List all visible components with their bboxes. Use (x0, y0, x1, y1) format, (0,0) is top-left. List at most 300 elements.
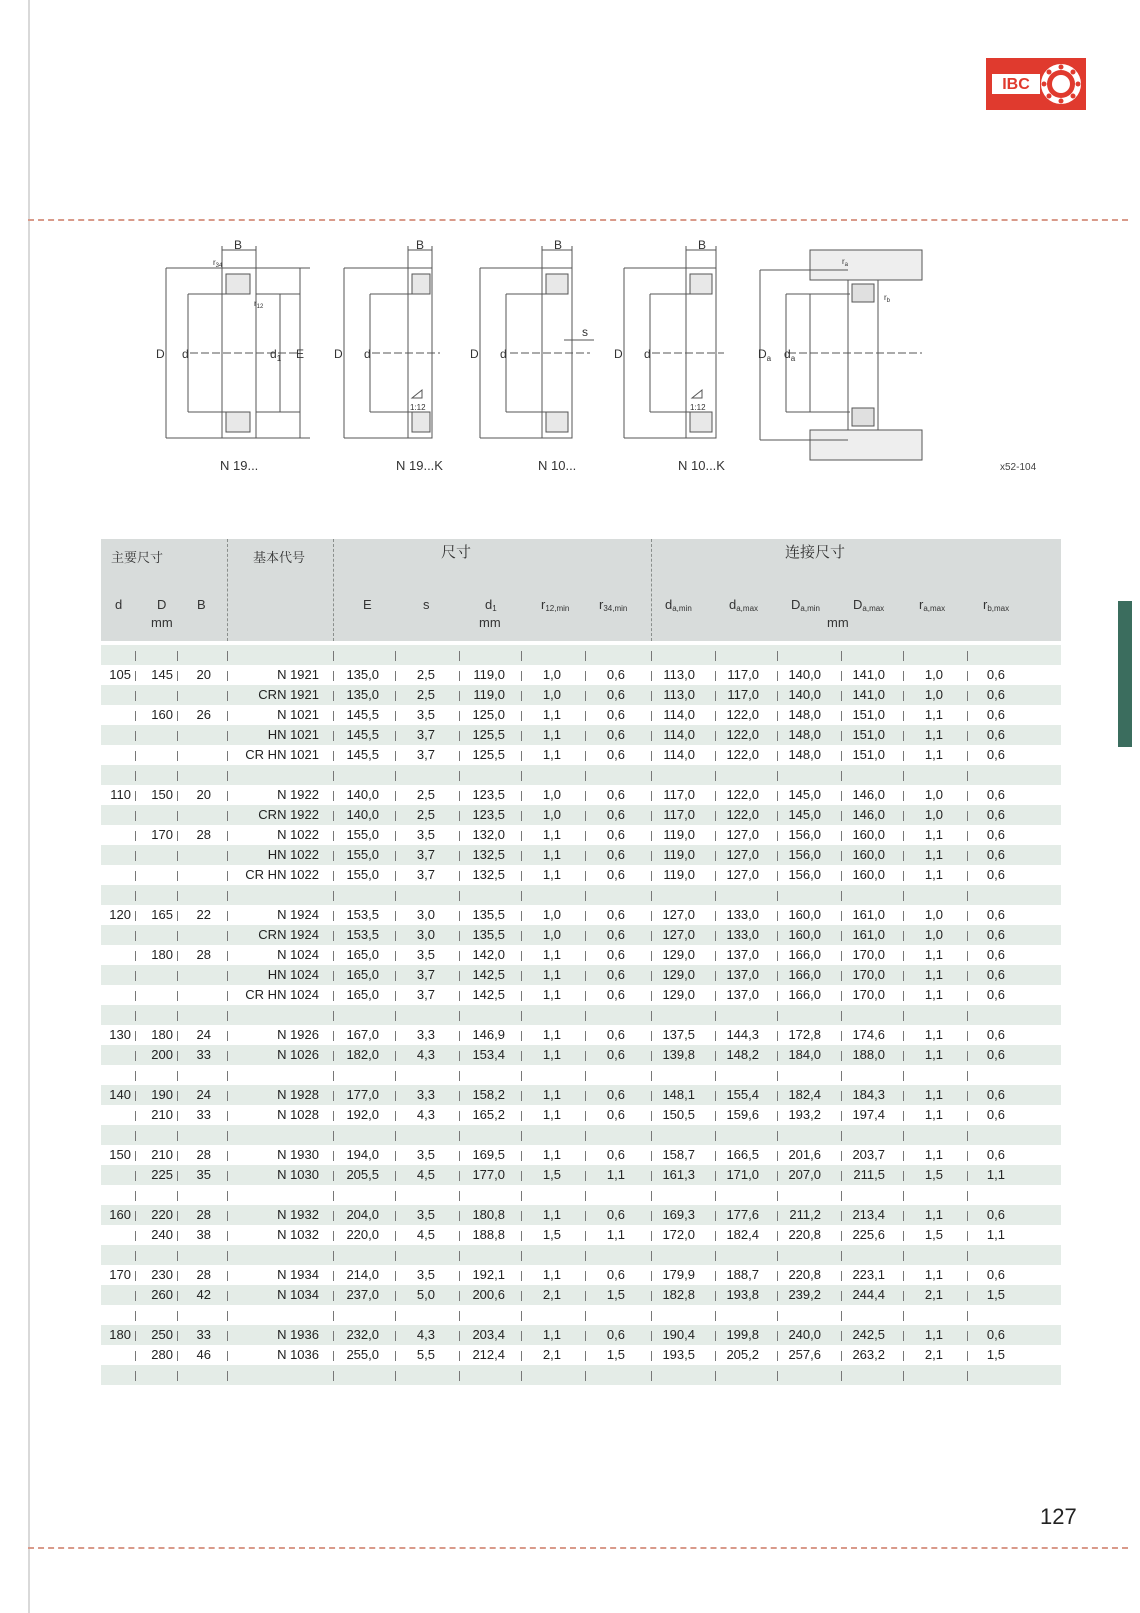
table-cell: 1,5 (986, 1347, 1005, 1362)
table-cell: 127,0 (662, 927, 695, 942)
table-cell: 135,5 (472, 927, 505, 942)
table-cell: 140,0 (346, 807, 379, 822)
table-cell: 2,1 (924, 1347, 943, 1362)
table-cell: 148,1 (662, 1087, 695, 1102)
table-cell: 1,1 (542, 1027, 561, 1042)
table-cell: 5,5 (416, 1347, 435, 1362)
table-cell: 0,6 (606, 1107, 625, 1122)
table-cell: 4,5 (416, 1227, 435, 1242)
table-cell: 0,6 (606, 987, 625, 1002)
table-cell: 225 (151, 1167, 173, 1182)
table-cell: 2,5 (416, 787, 435, 802)
table-cell: 110 (110, 787, 131, 802)
table-cell: 0,6 (986, 747, 1005, 762)
drawing-n10k (624, 246, 724, 438)
table-cell: 193,2 (788, 1107, 821, 1122)
table-cell: 155,0 (346, 847, 379, 862)
table-cell: 155,0 (346, 867, 379, 882)
table-cell: 153,5 (346, 927, 379, 942)
figure-label-n10: N 10... (538, 458, 577, 473)
dim-d-inner-4: d (644, 347, 651, 361)
dim-d-inner-3: d (500, 347, 507, 361)
table-row (101, 1205, 1061, 1225)
table-row (101, 1025, 1061, 1045)
dim-d-outer-2: D (334, 347, 343, 361)
table-cell: 0,6 (986, 947, 1005, 962)
table-row (101, 1105, 1061, 1125)
table-cell: 155,0 (346, 827, 379, 842)
table-cell: 193,5 (662, 1347, 695, 1362)
table-cell: 1,1 (924, 1027, 943, 1042)
table-cell: 0,6 (606, 1147, 625, 1162)
table-cell: 0,6 (986, 1267, 1005, 1282)
table-cell: 1,1 (924, 867, 943, 882)
table-cell: 148,0 (788, 747, 821, 762)
table-cell: 2,5 (416, 667, 435, 682)
table-cell: 0,6 (986, 727, 1005, 742)
table-cell: 204,0 (346, 1207, 379, 1222)
table-cell: 166,0 (788, 987, 821, 1002)
table-cell: 193,8 (726, 1287, 759, 1302)
table-cell: 3,5 (416, 1267, 435, 1282)
header-D: D (157, 597, 167, 612)
table-cell: 1,1 (542, 1267, 561, 1282)
table-cell: 145 (151, 667, 173, 682)
table-cell: 145,5 (346, 747, 379, 762)
table-cell: 1,1 (542, 1327, 561, 1342)
header-abutment: 连接尺寸 (785, 543, 846, 561)
header-main-dims: 主要尺寸 (111, 551, 164, 566)
table-cell: 177,6 (726, 1207, 759, 1222)
table-cell: 1,1 (542, 1207, 561, 1222)
table-cell: 122,0 (726, 747, 759, 762)
taper-2: 1:12 (690, 403, 706, 412)
table-cell: 160 (109, 1207, 131, 1222)
table-cell: 210 (151, 1107, 173, 1122)
table-cell: 255,0 (346, 1347, 379, 1362)
table-cell: 122,0 (726, 707, 759, 722)
table-cell: 5,0 (416, 1287, 435, 1302)
table-cell: 240 (151, 1227, 173, 1242)
table-cell: 1,0 (924, 907, 943, 922)
table-cell: 170,0 (852, 967, 885, 982)
table-cell: 26 (196, 707, 211, 722)
table-cell: 160,0 (852, 847, 885, 862)
table-cell: HN 1024 (267, 967, 319, 982)
dim-da-outer: $D_a$ (758, 347, 772, 363)
table-cell: 3,3 (416, 1027, 435, 1042)
table-cell: 179,9 (662, 1267, 695, 1282)
table-cell: N 1024 (277, 947, 319, 962)
table-row (101, 945, 1061, 965)
header-designation: 基本代号 (253, 551, 306, 566)
table-cell: 122,0 (726, 727, 759, 742)
table-cell: 1,1 (924, 987, 943, 1002)
table-cell: 166,0 (788, 967, 821, 982)
table-cell: 137,0 (726, 947, 759, 962)
table-cell: N 1921 (277, 667, 319, 682)
table-cell: 1,5 (542, 1167, 561, 1182)
table-cell: 1,1 (542, 747, 561, 762)
table-cell: 38 (196, 1227, 211, 1242)
table-cell: 119,0 (663, 867, 695, 882)
table-cell: 1,1 (542, 1107, 561, 1122)
table-cell: 132,0 (472, 827, 505, 842)
table-cell: 150 (109, 1147, 131, 1162)
bottom-dashed-divider (28, 1547, 1128, 1549)
table-cell: 120 (109, 907, 131, 922)
table-cell: 220 (151, 1207, 173, 1222)
table-cell: 1,0 (924, 927, 943, 942)
table-cell: 33 (196, 1107, 211, 1122)
table-body (101, 645, 1061, 1385)
table-cell: 200 (151, 1047, 173, 1062)
table-cell: 20 (196, 787, 211, 802)
table-cell: 28 (196, 1267, 211, 1282)
table-cell: 153,5 (346, 907, 379, 922)
table-row (101, 1045, 1061, 1065)
table-cell: 0,6 (606, 967, 625, 982)
table-cell: 151,0 (852, 727, 885, 742)
dim-da-inner: $d_a$ (784, 347, 796, 363)
dim-e: E (296, 347, 305, 361)
table-cell: 172,0 (662, 1227, 695, 1242)
table-cell: 3,0 (416, 907, 435, 922)
table-cell: 172,8 (788, 1027, 821, 1042)
table-cell: 192,1 (472, 1267, 505, 1282)
table-cell: 225,6 (852, 1227, 885, 1242)
table-cell: 1,1 (924, 1107, 943, 1122)
table-cell: 260 (151, 1287, 173, 1302)
table-cell: 3,5 (416, 1207, 435, 1222)
table-cell: 122,0 (726, 787, 759, 802)
table-row (101, 685, 1061, 705)
table-cell: 130 (109, 1027, 131, 1042)
table-cell: 22 (196, 907, 211, 922)
dim-r12-1: $r_{12}$ (254, 299, 264, 310)
drawing-n10 (480, 246, 594, 438)
table-cell: 211,5 (853, 1167, 885, 1182)
table-spacer-row (101, 1245, 1061, 1265)
taper-1: 1:12 (410, 403, 426, 412)
table-cell: 1,1 (924, 1207, 943, 1222)
table-cell: N 1928 (277, 1087, 319, 1102)
table-cell: 0,6 (606, 1047, 625, 1062)
table-cell: 0,6 (986, 667, 1005, 682)
table-cell: N 1932 (277, 1207, 319, 1222)
table-cell: 1,1 (924, 707, 943, 722)
table-cell: 160,0 (852, 827, 885, 842)
table-cell: 174,6 (852, 1027, 885, 1042)
table-cell: 146,9 (472, 1027, 505, 1042)
table-cell: 28 (196, 947, 211, 962)
table-cell: CR HN 1022 (245, 867, 319, 882)
table-cell: 123,5 (472, 787, 505, 802)
table-cell: 137,5 (662, 1027, 695, 1042)
table-cell: 188,0 (852, 1047, 885, 1062)
table-cell: 0,6 (986, 987, 1005, 1002)
table-cell: 180 (109, 1327, 131, 1342)
table-cell: 180 (151, 1027, 173, 1042)
table-cell: 161,3 (662, 1167, 695, 1182)
table-cell: 140,0 (788, 687, 821, 702)
table-cell: 114,0 (663, 727, 695, 742)
table-cell: 155,4 (726, 1087, 759, 1102)
table-cell: 113,0 (663, 687, 695, 702)
table-cell: 0,6 (986, 1047, 1005, 1062)
table-cell: 161,0 (852, 927, 885, 942)
table-cell: 1,1 (542, 987, 561, 1002)
table-cell: 1,1 (542, 847, 561, 862)
table-cell: 148,0 (788, 707, 821, 722)
table-cell: 1,5 (986, 1287, 1005, 1302)
table-cell: 0,6 (606, 707, 625, 722)
table-header (101, 539, 1061, 641)
table-cell: 170,0 (852, 947, 885, 962)
table-cell: 214,0 (346, 1267, 379, 1282)
table-cell: 132,5 (472, 867, 505, 882)
table-cell: 161,0 (852, 907, 885, 922)
table-cell: 223,1 (852, 1267, 885, 1282)
table-cell: 0,6 (606, 907, 625, 922)
dim-d1: $d_1$ (270, 347, 282, 363)
table-cell: 190 (151, 1087, 173, 1102)
table-cell: 4,3 (416, 1047, 435, 1062)
table-cell: N 1926 (277, 1027, 319, 1042)
table-cell: 200,6 (472, 1287, 505, 1302)
table-cell: 1,0 (924, 667, 943, 682)
table-cell: 114,0 (663, 747, 695, 762)
table-cell: 151,0 (852, 707, 885, 722)
ibc-logo (986, 58, 1086, 110)
table-cell: 156,0 (788, 827, 821, 842)
table-cell: N 1022 (277, 827, 319, 842)
table-cell: 1,5 (924, 1167, 943, 1182)
header-ra: $r_{a,max}$ (919, 597, 946, 613)
table-cell: 170 (109, 1267, 131, 1282)
table-cell: 1,1 (924, 1047, 943, 1062)
table-cell: 129,0 (662, 967, 695, 982)
table-cell: 177,0 (346, 1087, 379, 1102)
table-cell: 125,0 (472, 707, 505, 722)
table-cell: 3,7 (416, 987, 435, 1002)
table-cell: N 1924 (277, 907, 319, 922)
figure-code: x52-104 (1000, 462, 1037, 473)
table-cell: 244,4 (852, 1287, 885, 1302)
table-cell: 1,1 (924, 1147, 943, 1162)
header-B: B (197, 597, 206, 612)
table-spacer-row (101, 1185, 1061, 1205)
table-cell: 0,6 (606, 827, 625, 842)
table-cell: 122,0 (726, 807, 759, 822)
table-cell: 205,5 (346, 1167, 379, 1182)
table-cell: 165,0 (346, 967, 379, 982)
table-cell: 28 (196, 827, 211, 842)
table-cell: 1,1 (542, 1047, 561, 1062)
table-cell: 1,1 (606, 1227, 625, 1242)
table-row (101, 1325, 1061, 1345)
table-cell: 28 (196, 1147, 211, 1162)
header-r34: $r_{34,min}$ (599, 597, 628, 613)
table-cell: 190,4 (662, 1327, 695, 1342)
table-cell: N 1036 (277, 1347, 319, 1362)
header-dimensions: 尺寸 (441, 543, 472, 561)
table-cell: 135,0 (346, 667, 379, 682)
table-cell: 184,3 (852, 1087, 885, 1102)
table-cell: 0,6 (606, 727, 625, 742)
table-cell: 263,2 (852, 1347, 885, 1362)
table-cell: 24 (196, 1027, 211, 1042)
table-cell: 0,6 (986, 1327, 1005, 1342)
table-cell: 182,8 (662, 1287, 695, 1302)
table-cell: 1,1 (542, 1087, 561, 1102)
table-cell: 3,0 (416, 927, 435, 942)
section-tab (1118, 601, 1132, 747)
figure-label-n19k: N 19...K (396, 458, 443, 473)
table-cell: 117,0 (727, 687, 759, 702)
table-cell: 1,5 (606, 1347, 625, 1362)
table-cell: 0,6 (986, 867, 1005, 882)
dim-d-outer-4: D (614, 347, 623, 361)
table-row (101, 1165, 1061, 1185)
table-cell: 113,0 (663, 667, 695, 682)
dim-r34-1: $r_{34}$ (213, 258, 223, 269)
table-cell: 24 (196, 1087, 211, 1102)
table-cell: 0,6 (986, 687, 1005, 702)
table-cell: 133,0 (726, 927, 759, 942)
table-cell: 150,5 (662, 1107, 695, 1122)
table-cell: CRN 1924 (258, 927, 319, 942)
table-row (101, 965, 1061, 985)
table-cell: 199,8 (726, 1327, 759, 1342)
table-cell: 220,8 (788, 1267, 821, 1282)
table-cell: N 1930 (277, 1147, 319, 1162)
table-row (101, 1345, 1061, 1365)
table-cell: 242,5 (852, 1327, 885, 1342)
table-cell: 160,0 (788, 907, 821, 922)
table-cell: 1,1 (924, 967, 943, 982)
table-cell: 182,0 (346, 1047, 379, 1062)
table-cell: 165 (151, 907, 173, 922)
table-cell: 0,6 (986, 707, 1005, 722)
table-cell: 42 (196, 1287, 211, 1302)
table-spacer-row (101, 1065, 1061, 1085)
dim-s: s (582, 325, 588, 339)
table-cell: 177,0 (472, 1167, 505, 1182)
table-cell: 203,7 (852, 1147, 885, 1162)
table-cell: 165,0 (346, 987, 379, 1002)
table-cell: 137,0 (726, 967, 759, 982)
table-cell: 4,5 (416, 1167, 435, 1182)
dim-b-2: B (416, 240, 425, 252)
dim-b-1: B (234, 240, 243, 252)
table-row (101, 925, 1061, 945)
table-cell: 1,0 (924, 687, 943, 702)
header-E: E (363, 597, 372, 612)
table-cell: 0,6 (986, 1027, 1005, 1042)
table-row (101, 705, 1061, 725)
table-cell: CRN 1921 (258, 687, 319, 702)
table-cell: 28 (196, 1207, 211, 1222)
table-cell: 0,6 (606, 807, 625, 822)
table-cell: N 1032 (277, 1227, 319, 1242)
table-cell: 158,2 (472, 1087, 505, 1102)
table-cell: 127,0 (662, 907, 695, 922)
table-cell: 1,1 (606, 1167, 625, 1182)
table-cell: 192,0 (346, 1107, 379, 1122)
table-cell: 1,1 (542, 727, 561, 742)
table-cell: 1,1 (542, 947, 561, 962)
top-dashed-divider (28, 219, 1128, 221)
table-cell: 257,6 (788, 1347, 821, 1362)
logo-text: IBC (1002, 76, 1030, 93)
table-row (101, 985, 1061, 1005)
table-cell: 160,0 (788, 927, 821, 942)
table-cell: 0,6 (986, 967, 1005, 982)
table-cell: 1,1 (924, 947, 943, 962)
table-cell: 141,0 (852, 687, 885, 702)
table-cell: 148,0 (788, 727, 821, 742)
table-cell: 188,8 (472, 1227, 505, 1242)
table-cell: 125,5 (472, 747, 505, 762)
table-row (101, 905, 1061, 925)
table-cell: 156,0 (788, 867, 821, 882)
table-cell: 0,6 (606, 667, 625, 682)
table-cell: 1,5 (542, 1227, 561, 1242)
table-cell: N 1934 (277, 1267, 319, 1282)
table-row (101, 745, 1061, 765)
table-cell: 160 (151, 707, 173, 722)
table-cell: 117,0 (727, 667, 759, 682)
table-cell: 166,0 (788, 947, 821, 962)
table-spacer-row (101, 1365, 1061, 1385)
table-cell: 0,6 (606, 847, 625, 862)
table-cell: 184,0 (788, 1047, 821, 1062)
table-cell: 135,5 (472, 907, 505, 922)
table-cell: 145,0 (788, 787, 821, 802)
table-cell: N 1026 (277, 1047, 319, 1062)
table-cell: 165,0 (346, 947, 379, 962)
table-cell: 0,6 (986, 1087, 1005, 1102)
dim-d-outer-3: D (470, 347, 479, 361)
table-cell: HN 1022 (267, 847, 319, 862)
table-cell: 141,0 (852, 667, 885, 682)
table-cell: 0,6 (606, 747, 625, 762)
table-cell: 1,1 (924, 727, 943, 742)
table-cell: 137,0 (726, 987, 759, 1002)
table-cell: 1,1 (924, 847, 943, 862)
table-cell: 0,6 (606, 1267, 625, 1282)
table-cell: N 1034 (277, 1287, 319, 1302)
table-cell: 220,0 (346, 1227, 379, 1242)
table-cell: 170 (151, 827, 173, 842)
table-cell: 2,1 (924, 1287, 943, 1302)
table-spacer-row (101, 885, 1061, 905)
table-cell: 0,6 (986, 1107, 1005, 1122)
table-cell: HN 1021 (267, 727, 319, 742)
table-cell: 1,5 (606, 1287, 625, 1302)
table-cell: CR HN 1024 (245, 987, 319, 1002)
header-Da-min: $D_{a,min}$ (791, 597, 820, 613)
table-cell: 0,6 (606, 1327, 625, 1342)
table-cell: 1,0 (924, 807, 943, 822)
table-cell: 46 (196, 1347, 211, 1362)
header-s: s (423, 597, 430, 612)
table-cell: 0,6 (606, 947, 625, 962)
table-cell: 0,6 (606, 1207, 625, 1222)
table-cell: 3,7 (416, 867, 435, 882)
table-cell: 156,0 (788, 847, 821, 862)
